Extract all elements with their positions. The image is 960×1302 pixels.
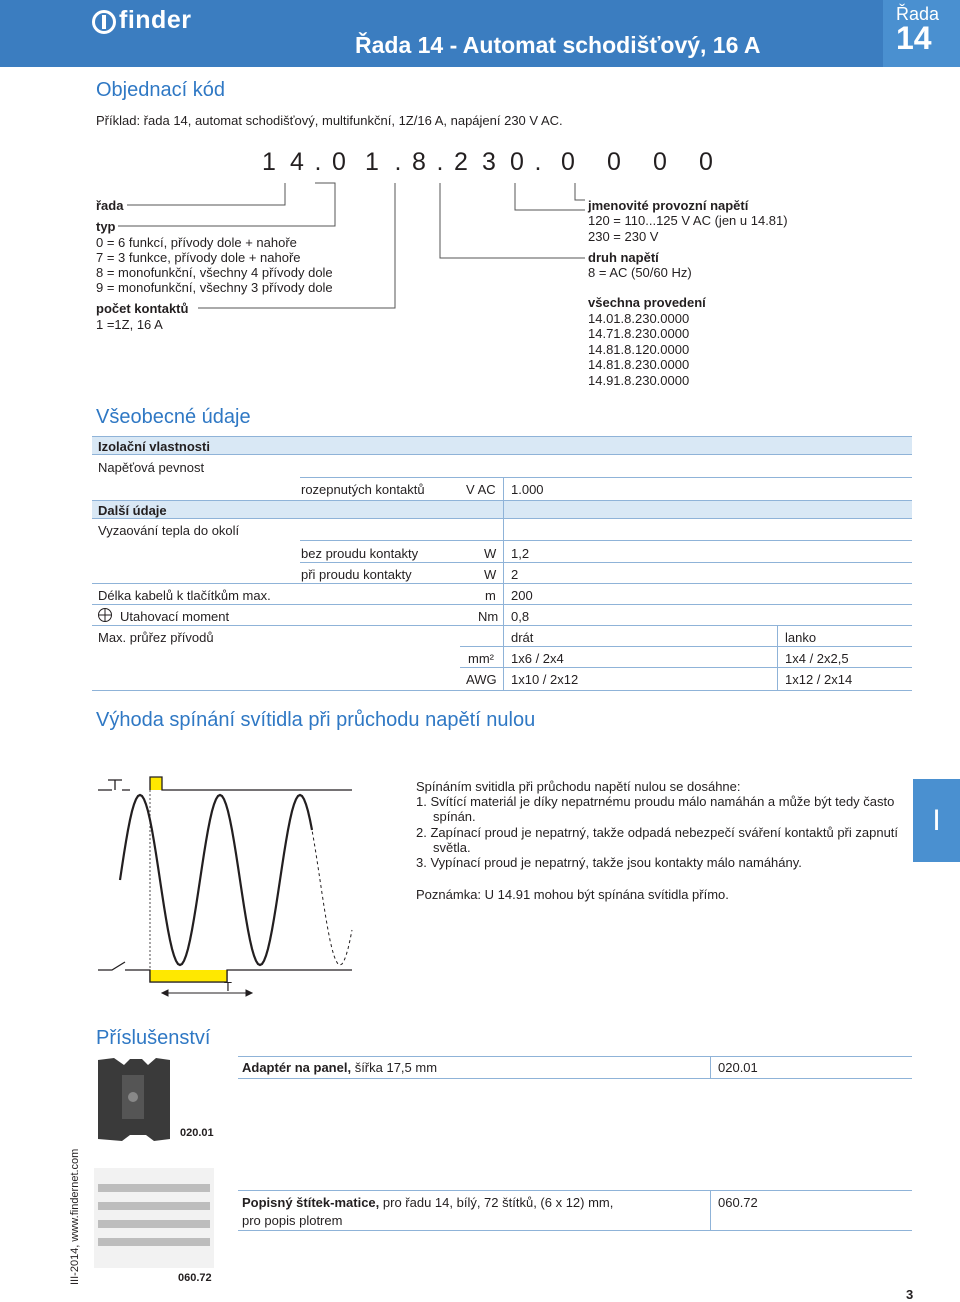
row-divider — [460, 646, 912, 647]
adapter-caption: 020.01 — [180, 1127, 214, 1139]
with-current-unit: W — [484, 567, 497, 582]
code-digit: 0 — [332, 148, 346, 176]
cable-value: 200 — [511, 588, 533, 603]
column-divider — [710, 1190, 711, 1230]
row-divider — [238, 1190, 912, 1191]
code-digit: 4 — [290, 148, 304, 176]
version-item: 14.81.8.120.0000 — [588, 342, 690, 357]
zero-item: 2. Zapínací proud je nepatrný, takže odpadá nebezpečí sváření kontaktů při zapnutí — [416, 825, 899, 840]
other-label: Další údaje — [98, 503, 167, 518]
accessory-2-name: Popisný štítek-matice, — [242, 1195, 380, 1210]
zero-intro: Spínáním svitidla při průchodu napětí nulou se dosáhne: — [416, 779, 741, 794]
label-voltage-type: druh napětí — [588, 250, 659, 265]
row-divider — [300, 477, 912, 478]
column-divider — [777, 625, 778, 690]
cross-label: Max. průřez přívodů — [98, 630, 214, 645]
accessory-1-detail: šířka 17,5 mm — [351, 1060, 438, 1075]
strand-header: lanko — [785, 630, 817, 645]
code-digit: 1 — [262, 148, 276, 176]
awg-strand: 1x12 / 2x14 — [785, 672, 853, 687]
code-digit: 0 — [653, 148, 667, 176]
general-title: Všeobecné údaje — [96, 406, 251, 428]
row-divider — [92, 583, 912, 584]
row-divider — [300, 562, 912, 563]
code-digit: 0 — [510, 148, 524, 176]
row-divider — [92, 604, 912, 605]
label-all-versions: všechna provedení — [588, 295, 706, 310]
zero-crossing-diagram — [92, 760, 362, 1000]
version-item: 14.91.8.230.0000 — [588, 373, 690, 388]
row-divider — [238, 1230, 912, 1231]
label-sheet-image — [94, 1168, 214, 1268]
label-contacts: počet kontaktů — [96, 301, 189, 316]
logo-text: finder — [119, 6, 192, 34]
voltage-item: 120 = 110...125 V AC (jen u 14.81) — [588, 213, 788, 228]
torque-label: Utahovací moment — [120, 609, 230, 624]
accessory-2-detail-2: pro popis plotrem — [242, 1213, 343, 1228]
typ-item: 8 = monofunkční, všechny 4 přívody dole — [96, 265, 333, 280]
footer-vertical: III-2014, www.findernet.com — [69, 1148, 81, 1285]
typ-item: 0 = 6 funkcí, přívody dole + nahoře — [96, 235, 297, 250]
voltage-item: 230 = 230 V — [588, 229, 659, 244]
typ-item: 7 = 3 funkce, přívody dole + nahoře — [96, 250, 301, 265]
code-dot: . — [534, 148, 542, 176]
other-bar — [92, 500, 912, 519]
code-digit: 0 — [561, 148, 575, 176]
order-example: Příklad: řada 14, automat schodišťový, multifunkční, 1Z/16 A, napájení 230 V AC. — [96, 113, 563, 128]
typ-item: 9 = monofunkční, všechny 3 přívody dole — [96, 280, 333, 295]
awg-wire: 1x10 / 2x12 — [511, 672, 579, 687]
contacts-value: 1 =1Z, 16 A — [96, 317, 163, 332]
label-rada: řada — [96, 198, 124, 213]
code-digit: 1 — [365, 148, 379, 176]
open-contacts-value: 1.000 — [511, 482, 544, 497]
version-item: 14.71.8.230.0000 — [588, 326, 690, 341]
zero-title: Výhoda spínání svítidla při průchodu napětí nulou — [96, 709, 536, 731]
code-digit: 2 — [454, 148, 468, 176]
mm2-strand: 1x4 / 2x2,5 — [785, 651, 849, 666]
code-digit: 0 — [699, 148, 713, 176]
wire-header: drát — [511, 630, 534, 645]
no-current-value: 1,2 — [511, 546, 530, 561]
code-digit: 3 — [482, 148, 496, 176]
label-typ: typ — [96, 219, 116, 234]
accessories-title: Příslušenství — [96, 1027, 211, 1049]
zero-item: 1. Svítící materiál je díky nepatrnému proudu málo namáhán a může být tedy často — [416, 794, 895, 809]
cable-unit: m — [485, 588, 496, 603]
code-digit: 0 — [607, 148, 621, 176]
zero-item: světla. — [433, 840, 471, 855]
code-digit: 8 — [412, 148, 426, 176]
side-tab: I — [913, 779, 960, 862]
open-contacts-unit: V AC — [466, 482, 496, 497]
screwdriver-icon — [97, 607, 113, 623]
code-dot: . — [436, 148, 444, 176]
with-current-value: 2 — [511, 567, 519, 582]
torque-unit: Nm — [478, 609, 499, 624]
insulation-bar — [92, 436, 912, 455]
row-divider — [92, 690, 912, 691]
code-dot: . — [314, 148, 322, 176]
accessory-2-desc — [242, 1195, 613, 1210]
version-item: 14.81.8.230.0000 — [588, 357, 690, 372]
mm2-wire: 1x6 / 2x4 — [511, 651, 564, 666]
page-number: 3 — [906, 1287, 914, 1302]
no-current-unit: W — [484, 546, 497, 561]
label-sheet-caption: 060.72 — [178, 1272, 212, 1284]
row-divider — [300, 540, 912, 541]
heat-label: Vyzaování tepla do okolí — [98, 523, 240, 538]
t-label: T — [224, 979, 232, 994]
row-divider — [238, 1056, 912, 1057]
insulation-label: Izolační vlastnosti — [98, 439, 210, 454]
zero-item: spínán. — [433, 809, 476, 824]
accessory-2-code: 060.72 — [718, 1195, 758, 1210]
cable-label: Délka kabelů k tlačítkům max. — [98, 588, 271, 603]
no-current-label: bez proudu kontakty — [301, 546, 419, 561]
series-label: Řada — [896, 4, 940, 24]
zero-item: 3. Vypínací proud je nepatrný, takže jsou kontakty málo namáhány. — [416, 855, 802, 870]
column-divider — [503, 477, 504, 690]
column-divider — [710, 1056, 711, 1078]
open-contacts-label: rozepnutých kontaktů — [301, 482, 425, 497]
accessory-1-name: Adaptér na panel, — [242, 1060, 352, 1075]
mm2-unit: mm² — [468, 651, 494, 666]
accessory-1-code: 020.01 — [718, 1060, 758, 1075]
accessory-1-desc — [242, 1060, 437, 1075]
zero-note: Poznámka: U 14.91 mohou být spínána svítidla přímo. — [416, 887, 729, 902]
awg-unit: AWG — [466, 672, 497, 687]
adapter-image — [94, 1055, 174, 1145]
series-number: 14 — [896, 20, 932, 56]
row-divider — [92, 625, 912, 626]
row-divider — [238, 1078, 912, 1079]
dielectric-label: Napěťová pevnost — [98, 460, 205, 475]
order-title: Objednací kód — [96, 79, 225, 101]
order-code-leader-lines — [0, 0, 960, 400]
row-divider — [460, 667, 912, 668]
voltage-type-value: 8 = AC (50/60 Hz) — [588, 265, 692, 280]
accessory-2-detail: pro řadu 14, bílý, 72 štítků, (6 x 12) mm, — [379, 1195, 614, 1210]
label-voltage: jmenovité provozní napětí — [588, 198, 749, 213]
page-title: Řada 14 - Automat schodišťový, 16 A — [355, 32, 761, 58]
version-item: 14.01.8.230.0000 — [588, 311, 690, 326]
with-current-label: při proudu kontakty — [301, 567, 412, 582]
torque-value: 0,8 — [511, 609, 530, 624]
code-dot: . — [394, 148, 402, 176]
